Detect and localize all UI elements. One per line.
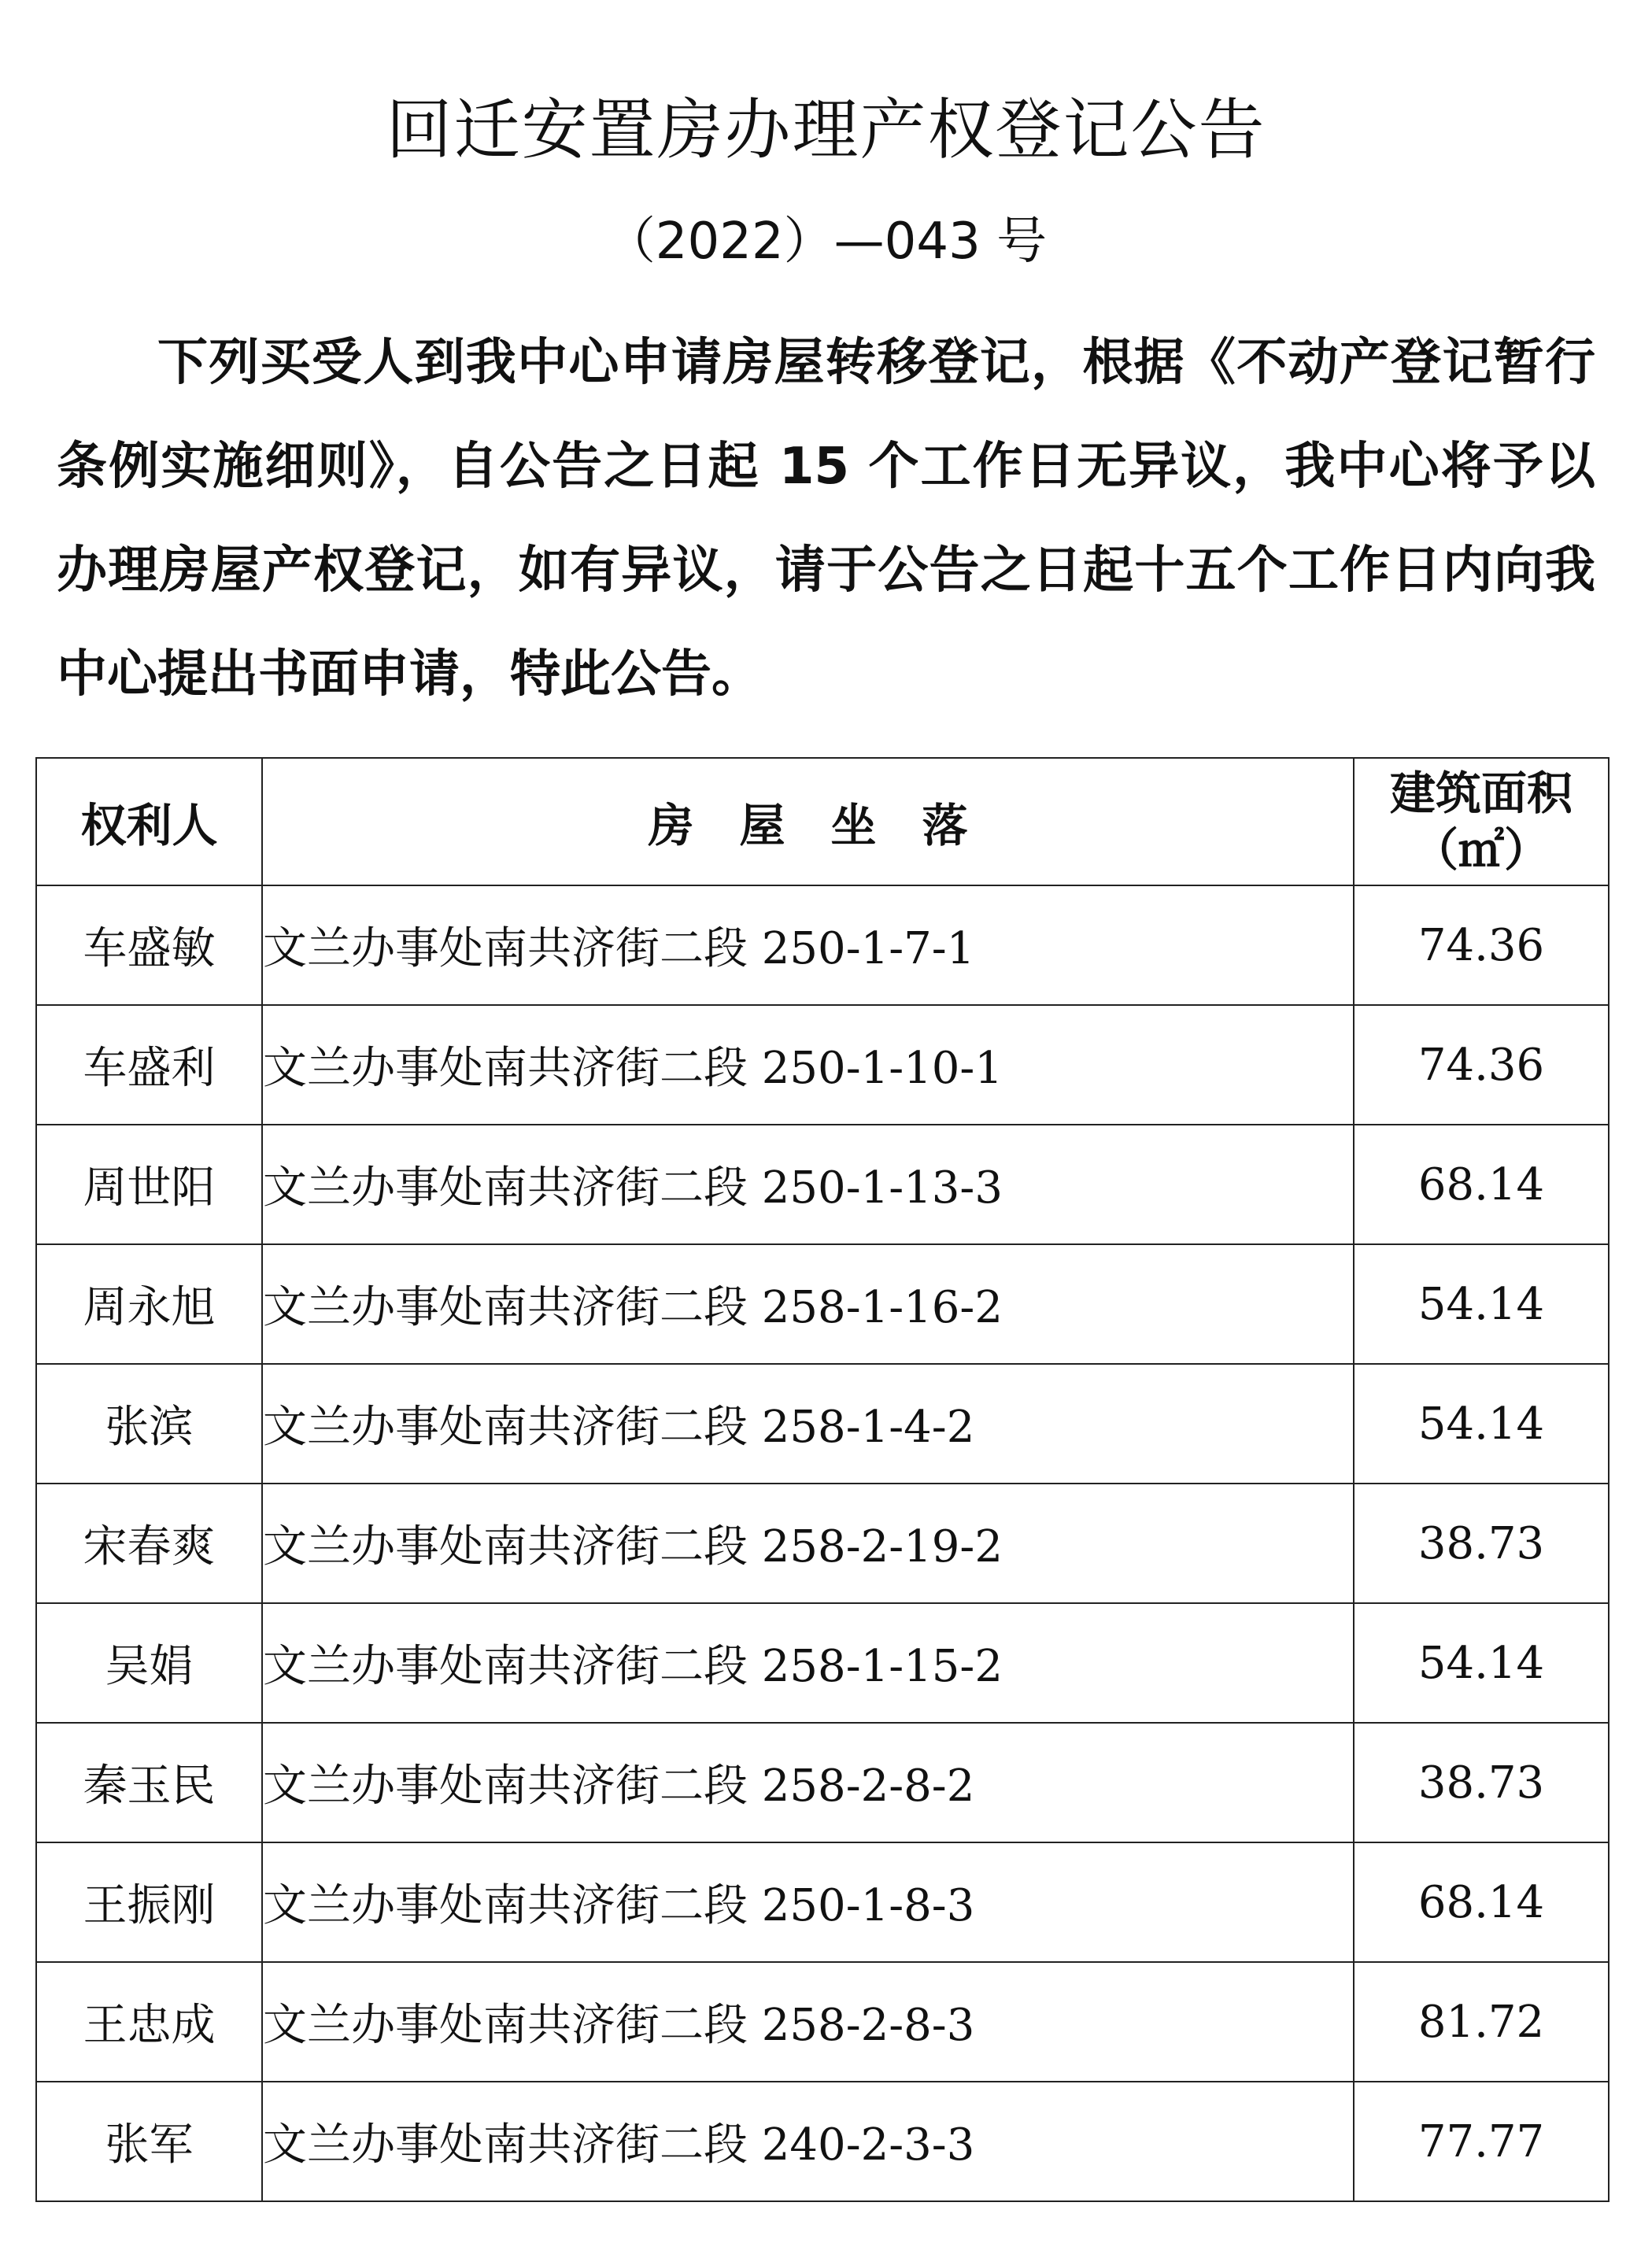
area-cell: 77.77 bbox=[1354, 2082, 1609, 2201]
header-area-line2: （㎡） bbox=[1412, 823, 1550, 877]
table-header-row bbox=[36, 758, 1609, 885]
owner-cell: 宋春爽 bbox=[36, 1484, 262, 1603]
table-row bbox=[36, 1244, 1609, 1364]
owner-cell: 车盛敏 bbox=[36, 885, 262, 1005]
table-row bbox=[36, 1603, 1609, 1723]
area-cell: 54.14 bbox=[1354, 1244, 1609, 1364]
owner-cell: 吴娟 bbox=[36, 1603, 262, 1723]
table-row bbox=[36, 1125, 1609, 1244]
address-cell: 文兰办事处南共济街二段 250-1-8-3 bbox=[262, 1842, 1354, 1962]
owner-cell: 王振刚 bbox=[36, 1842, 262, 1962]
address-cell: 文兰办事处南共济街二段 258-1-4-2 bbox=[262, 1364, 1354, 1484]
address-cell: 文兰办事处南共济街二段 240-2-3-3 bbox=[262, 2082, 1354, 2201]
address-cell: 文兰办事处南共济街二段 258-2-8-2 bbox=[262, 1723, 1354, 1842]
owner-cell: 周永旭 bbox=[36, 1244, 262, 1364]
area-cell: 68.14 bbox=[1354, 1842, 1609, 1962]
address-cell: 文兰办事处南共济街二段 258-1-15-2 bbox=[262, 1603, 1354, 1723]
area-cell: 74.36 bbox=[1354, 1005, 1609, 1125]
table-row bbox=[36, 1484, 1609, 1603]
notice-title: 回迁安置房办理产权登记公告 bbox=[386, 91, 1266, 168]
records-table bbox=[35, 757, 1609, 2202]
owner-cell: 秦玉民 bbox=[36, 1723, 262, 1842]
owner-cell: 张滨 bbox=[36, 1364, 262, 1484]
owner-cell: 张军 bbox=[36, 2082, 262, 2201]
table-row bbox=[36, 1005, 1609, 1125]
header-address: 房 屋 坐 落 bbox=[262, 758, 1354, 885]
address-cell: 文兰办事处南共济街二段 250-1-7-1 bbox=[262, 885, 1354, 1005]
address-cell: 文兰办事处南共济街二段 250-1-10-1 bbox=[262, 1005, 1354, 1125]
area-cell: 38.73 bbox=[1354, 1723, 1609, 1842]
table-row bbox=[36, 1842, 1609, 1962]
table-row bbox=[36, 1723, 1609, 1842]
header-area-line1: 建筑面积 bbox=[1389, 767, 1573, 820]
area-cell: 68.14 bbox=[1354, 1125, 1609, 1244]
address-cell: 文兰办事处南共济街二段 258-1-16-2 bbox=[262, 1244, 1354, 1364]
area-cell: 74.36 bbox=[1354, 885, 1609, 1005]
area-cell: 81.72 bbox=[1354, 1962, 1609, 2082]
owner-cell: 王忠成 bbox=[36, 1962, 262, 2082]
notice-number: （2022）—043 号 bbox=[604, 212, 1048, 271]
table-row bbox=[36, 2082, 1609, 2201]
owner-cell: 周世阳 bbox=[36, 1125, 262, 1244]
table-row bbox=[36, 1962, 1609, 2082]
address-cell: 文兰办事处南共济街二段 258-2-8-3 bbox=[262, 1962, 1354, 2082]
address-cell: 文兰办事处南共济街二段 258-2-19-2 bbox=[262, 1484, 1354, 1603]
area-cell: 38.73 bbox=[1354, 1484, 1609, 1603]
table-row bbox=[36, 885, 1609, 1005]
notice-paragraph: 下列买受人到我中心申请房屋转移登记，根据《不动产登记暂行条例实施细则》，自公告之日起 15 个工作日无异议，我中心将予以办理房屋产权登记，如有异议，请于公告之日起十五个工作日内向我中心提出书面申请，特此公告。 bbox=[57, 334, 1595, 704]
owner-cell: 车盛利 bbox=[36, 1005, 262, 1125]
header-area bbox=[1354, 758, 1609, 885]
header-owner: 权利人 bbox=[36, 758, 262, 885]
table-row bbox=[36, 1364, 1609, 1484]
address-cell: 文兰办事处南共济街二段 250-1-13-3 bbox=[262, 1125, 1354, 1244]
area-cell: 54.14 bbox=[1354, 1603, 1609, 1723]
area-cell: 54.14 bbox=[1354, 1364, 1609, 1484]
